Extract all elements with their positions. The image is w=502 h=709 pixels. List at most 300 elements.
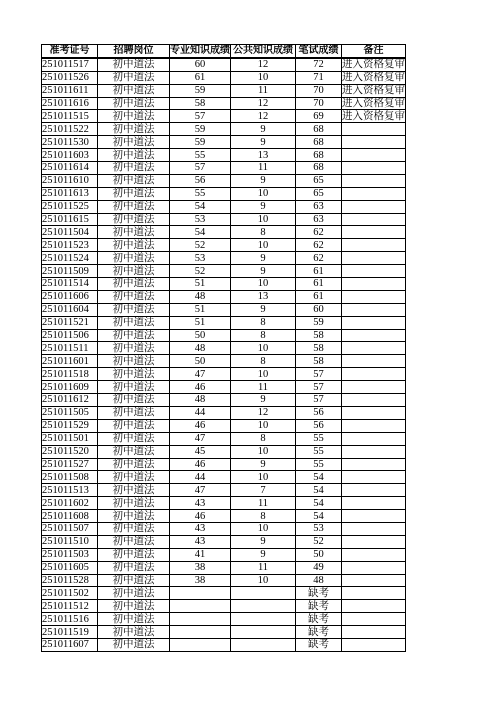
cell-exam-id: 251011510 — [42, 535, 98, 548]
cell-remarks — [342, 355, 406, 368]
cell-professional-score: 58 — [170, 97, 231, 110]
cell-remarks — [342, 510, 406, 523]
cell-exam-id: 251011505 — [42, 406, 98, 419]
cell-public-score: 9 — [231, 123, 296, 136]
cell-position: 初中道法 — [98, 110, 170, 123]
cell-professional-score — [170, 587, 231, 600]
cell-written-score: 55 — [296, 445, 342, 458]
cell-public-score — [231, 587, 296, 600]
cell-public-score: 8 — [231, 329, 296, 342]
cell-public-score: 10 — [231, 342, 296, 355]
cell-public-score: 10 — [231, 239, 296, 252]
cell-remarks — [342, 187, 406, 200]
cell-public-score — [231, 638, 296, 651]
table-row — [42, 394, 406, 407]
cell-professional-score: 45 — [170, 445, 231, 458]
cell-public-score: 9 — [231, 303, 296, 316]
cell-position: 初中道法 — [98, 381, 170, 394]
cell-professional-score — [170, 638, 231, 651]
table-row — [42, 174, 406, 187]
cell-public-score: 9 — [231, 535, 296, 548]
cell-position: 初中道法 — [98, 162, 170, 175]
cell-public-score: 9 — [231, 548, 296, 561]
cell-exam-id: 251011518 — [42, 368, 98, 381]
table-row — [42, 329, 406, 342]
cell-exam-id: 251011512 — [42, 600, 98, 613]
cell-remarks — [342, 638, 406, 651]
cell-written-score: 58 — [296, 329, 342, 342]
cell-remarks — [342, 316, 406, 329]
cell-professional-score: 59 — [170, 84, 231, 97]
cell-written-score: 缺考 — [296, 587, 342, 600]
cell-exam-id: 251011515 — [42, 110, 98, 123]
table-row — [42, 561, 406, 574]
cell-exam-id: 251011614 — [42, 162, 98, 175]
cell-remarks: 进入资格复审 — [342, 98, 405, 109]
table-row — [42, 110, 406, 123]
cell-written-score: 58 — [296, 342, 342, 355]
cell-written-score: 71 — [296, 71, 342, 84]
cell-exam-id: 251011520 — [42, 445, 98, 458]
cell-exam-id: 251011504 — [42, 226, 98, 239]
cell-public-score: 11 — [231, 84, 296, 97]
cell-public-score: 9 — [231, 252, 296, 265]
table-row — [42, 213, 406, 226]
table-row — [42, 97, 406, 110]
cell-written-score: 56 — [296, 406, 342, 419]
cell-exam-id: 251011521 — [42, 316, 98, 329]
cell-written-score: 62 — [296, 239, 342, 252]
table-row — [42, 252, 406, 265]
cell-written-score: 54 — [296, 471, 342, 484]
cell-public-score: 10 — [231, 445, 296, 458]
cell-professional-score: 43 — [170, 497, 231, 510]
cell-exam-id: 251011605 — [42, 561, 98, 574]
cell-position: 初中道法 — [98, 136, 170, 149]
cell-public-score: 8 — [231, 510, 296, 523]
cell-public-score: 9 — [231, 136, 296, 149]
cell-remarks — [342, 574, 406, 587]
cell-position: 初中道法 — [98, 497, 170, 510]
cell-exam-id: 251011607 — [42, 638, 98, 651]
cell-public-score — [231, 626, 296, 639]
cell-remarks — [342, 213, 406, 226]
cell-professional-score: 53 — [170, 252, 231, 265]
cell-written-score: 70 — [296, 97, 342, 110]
cell-exam-id: 251011502 — [42, 587, 98, 600]
cell-written-score: 68 — [296, 136, 342, 149]
cell-public-score: 10 — [231, 368, 296, 381]
cell-position: 初中道法 — [98, 342, 170, 355]
table-row — [42, 484, 406, 497]
cell-professional-score: 48 — [170, 342, 231, 355]
table-row — [42, 58, 406, 71]
cell-remarks — [342, 626, 406, 639]
cell-professional-score: 54 — [170, 226, 231, 239]
cell-exam-id: 251011529 — [42, 419, 98, 432]
cell-remarks — [342, 458, 406, 471]
header-written-score: 笔试成绩 — [296, 45, 342, 58]
cell-exam-id: 251011523 — [42, 239, 98, 252]
table-row — [42, 149, 406, 162]
cell-professional-score — [170, 626, 231, 639]
cell-professional-score: 51 — [170, 303, 231, 316]
cell-exam-id: 251011501 — [42, 432, 98, 445]
cell-remarks — [342, 162, 406, 175]
cell-written-score: 57 — [296, 394, 342, 407]
cell-position: 初中道法 — [98, 252, 170, 265]
cell-written-score: 68 — [296, 149, 342, 162]
cell-exam-id: 251011606 — [42, 290, 98, 303]
cell-exam-id: 251011506 — [42, 329, 98, 342]
cell-public-score: 8 — [231, 432, 296, 445]
cell-exam-id: 251011524 — [42, 252, 98, 265]
cell-remarks — [342, 239, 406, 252]
cell-public-score: 10 — [231, 187, 296, 200]
cell-exam-id: 251011616 — [42, 97, 98, 110]
cell-remarks — [342, 149, 406, 162]
cell-remarks — [342, 252, 406, 265]
cell-public-score: 9 — [231, 200, 296, 213]
cell-written-score: 55 — [296, 432, 342, 445]
cell-public-score: 12 — [231, 110, 296, 123]
cell-position: 初中道法 — [98, 58, 170, 71]
table-row — [42, 471, 406, 484]
cell-position: 初中道法 — [98, 265, 170, 278]
cell-position: 初中道法 — [98, 510, 170, 523]
cell-exam-id: 251011525 — [42, 200, 98, 213]
cell-remarks: 进入资格复审 — [342, 72, 405, 84]
table-row — [42, 626, 406, 639]
cell-public-score: 10 — [231, 522, 296, 535]
cell-public-score — [231, 613, 296, 626]
cell-position: 初中道法 — [98, 471, 170, 484]
cell-position: 初中道法 — [98, 548, 170, 561]
cell-professional-score: 55 — [170, 149, 231, 162]
table-row — [42, 265, 406, 278]
cell-professional-score: 56 — [170, 174, 231, 187]
table-row — [42, 574, 406, 587]
cell-written-score: 57 — [296, 381, 342, 394]
cell-remarks — [342, 136, 406, 149]
cell-remarks — [342, 342, 406, 355]
cell-position: 初中道法 — [98, 600, 170, 613]
cell-professional-score: 55 — [170, 187, 231, 200]
cell-written-score: 60 — [296, 303, 342, 316]
table-row — [42, 71, 406, 84]
cell-public-score: 11 — [231, 497, 296, 510]
cell-exam-id: 251011511 — [42, 342, 98, 355]
cell-exam-id: 251011615 — [42, 213, 98, 226]
cell-position: 初中道法 — [98, 406, 170, 419]
cell-professional-score — [170, 613, 231, 626]
table-row — [42, 548, 406, 561]
cell-exam-id: 251011509 — [42, 265, 98, 278]
cell-professional-score: 50 — [170, 355, 231, 368]
table-row — [42, 419, 406, 432]
cell-position: 初中道法 — [98, 290, 170, 303]
cell-remarks — [342, 613, 406, 626]
header-row — [42, 45, 406, 58]
cell-written-score: 63 — [296, 213, 342, 226]
cell-position: 初中道法 — [98, 561, 170, 574]
cell-professional-score: 51 — [170, 278, 231, 291]
cell-remarks — [342, 174, 406, 187]
cell-written-score: 缺考 — [296, 613, 342, 626]
cell-position: 初中道法 — [98, 316, 170, 329]
cell-public-score: 9 — [231, 394, 296, 407]
cell-written-score: 62 — [296, 252, 342, 265]
cell-professional-score: 46 — [170, 458, 231, 471]
cell-professional-score: 38 — [170, 574, 231, 587]
cell-remarks — [342, 535, 406, 548]
cell-remarks — [342, 290, 406, 303]
cell-professional-score: 48 — [170, 290, 231, 303]
table-row — [42, 239, 406, 252]
cell-exam-id: 251011602 — [42, 497, 98, 510]
cell-professional-score: 50 — [170, 329, 231, 342]
cell-position: 初中道法 — [98, 187, 170, 200]
cell-written-score: 61 — [296, 278, 342, 291]
cell-public-score: 13 — [231, 149, 296, 162]
cell-position: 初中道法 — [98, 71, 170, 84]
cell-public-score: 8 — [231, 226, 296, 239]
table-row — [42, 187, 406, 200]
cell-written-score: 48 — [296, 574, 342, 587]
cell-public-score: 10 — [231, 419, 296, 432]
cell-remarks — [342, 522, 406, 535]
table-row — [42, 316, 406, 329]
cell-exam-id: 251011609 — [42, 381, 98, 394]
table-row — [42, 510, 406, 523]
table-row — [42, 84, 406, 97]
cell-position: 初中道法 — [98, 394, 170, 407]
cell-position: 初中道法 — [98, 535, 170, 548]
cell-professional-score: 57 — [170, 162, 231, 175]
cell-public-score: 10 — [231, 574, 296, 587]
cell-written-score: 54 — [296, 484, 342, 497]
cell-written-score: 65 — [296, 174, 342, 187]
cell-written-score: 50 — [296, 548, 342, 561]
cell-exam-id: 251011613 — [42, 187, 98, 200]
cell-professional-score: 54 — [170, 200, 231, 213]
cell-public-score: 12 — [231, 97, 296, 110]
cell-exam-id: 251011611 — [42, 84, 98, 97]
cell-professional-score: 57 — [170, 110, 231, 123]
cell-professional-score: 41 — [170, 548, 231, 561]
table-row — [42, 406, 406, 419]
cell-professional-score: 52 — [170, 265, 231, 278]
cell-public-score: 9 — [231, 174, 296, 187]
cell-professional-score: 46 — [170, 419, 231, 432]
cell-exam-id: 251011528 — [42, 574, 98, 587]
cell-remarks — [342, 471, 406, 484]
score-table — [41, 44, 406, 652]
table-row — [42, 638, 406, 651]
cell-professional-score: 46 — [170, 510, 231, 523]
cell-position: 初中道法 — [98, 278, 170, 291]
cell-professional-score: 60 — [170, 58, 231, 71]
cell-written-score: 49 — [296, 561, 342, 574]
header-public-score: 公共知识成绩 — [231, 45, 296, 58]
cell-remarks — [342, 303, 406, 316]
cell-public-score: 7 — [231, 484, 296, 497]
cell-remarks — [342, 329, 406, 342]
cell-position: 初中道法 — [98, 213, 170, 226]
cell-exam-id: 251011503 — [42, 548, 98, 561]
cell-professional-score: 46 — [170, 381, 231, 394]
table-row — [42, 355, 406, 368]
cell-written-score: 61 — [296, 290, 342, 303]
cell-remarks — [342, 600, 406, 613]
table-row — [42, 342, 406, 355]
cell-remarks — [342, 265, 406, 278]
cell-written-score: 59 — [296, 316, 342, 329]
cell-remarks — [342, 226, 406, 239]
cell-exam-id: 251011608 — [42, 510, 98, 523]
table-row — [42, 432, 406, 445]
cell-professional-score: 43 — [170, 522, 231, 535]
cell-public-score: 10 — [231, 213, 296, 226]
table-row — [42, 368, 406, 381]
cell-remarks — [342, 445, 406, 458]
cell-remarks — [342, 497, 406, 510]
cell-remarks — [342, 368, 406, 381]
cell-public-score: 11 — [231, 381, 296, 394]
cell-position: 初中道法 — [98, 355, 170, 368]
cell-position: 初中道法 — [98, 149, 170, 162]
cell-public-score: 11 — [231, 162, 296, 175]
cell-public-score: 8 — [231, 316, 296, 329]
cell-professional-score: 48 — [170, 394, 231, 407]
cell-public-score: 10 — [231, 278, 296, 291]
cell-professional-score: 59 — [170, 123, 231, 136]
cell-written-score: 58 — [296, 355, 342, 368]
cell-exam-id: 251011601 — [42, 355, 98, 368]
cell-professional-score: 52 — [170, 239, 231, 252]
cell-position: 初中道法 — [98, 84, 170, 97]
table-row — [42, 290, 406, 303]
cell-exam-id: 251011612 — [42, 394, 98, 407]
table-row — [42, 162, 406, 175]
cell-position: 初中道法 — [98, 97, 170, 110]
cell-written-score: 52 — [296, 535, 342, 548]
cell-remarks — [342, 123, 406, 136]
cell-exam-id: 251011610 — [42, 174, 98, 187]
header-position: 招聘岗位 — [98, 45, 170, 58]
table-row — [42, 136, 406, 149]
cell-exam-id: 251011530 — [42, 136, 98, 149]
cell-written-score: 缺考 — [296, 600, 342, 613]
cell-position: 初中道法 — [98, 458, 170, 471]
cell-public-score: 11 — [231, 561, 296, 574]
cell-professional-score: 51 — [170, 316, 231, 329]
cell-written-score: 54 — [296, 510, 342, 523]
cell-public-score: 9 — [231, 265, 296, 278]
cell-position: 初中道法 — [98, 613, 170, 626]
cell-professional-score: 44 — [170, 406, 231, 419]
table-row — [42, 200, 406, 213]
cell-remarks — [342, 561, 406, 574]
cell-exam-id: 251011519 — [42, 626, 98, 639]
table-body — [42, 58, 406, 651]
table-row — [42, 458, 406, 471]
cell-position: 初中道法 — [98, 626, 170, 639]
table-row — [42, 535, 406, 548]
cell-position: 初中道法 — [98, 368, 170, 381]
cell-professional-score: 61 — [170, 71, 231, 84]
table-row — [42, 123, 406, 136]
cell-professional-score: 43 — [170, 535, 231, 548]
cell-exam-id: 251011526 — [42, 71, 98, 84]
cell-remarks — [342, 381, 406, 394]
header-exam-id: 准考证号 — [42, 45, 98, 58]
cell-public-score: 13 — [231, 290, 296, 303]
cell-position: 初中道法 — [98, 174, 170, 187]
cell-written-score: 54 — [296, 497, 342, 510]
cell-written-score: 70 — [296, 84, 342, 97]
cell-position: 初中道法 — [98, 638, 170, 651]
table-row — [42, 497, 406, 510]
cell-exam-id: 251011514 — [42, 278, 98, 291]
cell-written-score: 53 — [296, 522, 342, 535]
cell-public-score: 10 — [231, 71, 296, 84]
table-row — [42, 278, 406, 291]
cell-professional-score: 47 — [170, 432, 231, 445]
cell-remarks — [342, 200, 406, 213]
cell-position: 初中道法 — [98, 484, 170, 497]
cell-exam-id: 251011507 — [42, 522, 98, 535]
cell-written-score: 68 — [296, 162, 342, 175]
cell-remarks — [342, 587, 406, 600]
cell-remarks — [342, 432, 406, 445]
cell-remarks — [342, 406, 406, 419]
cell-public-score: 12 — [231, 58, 296, 71]
cell-written-score: 57 — [296, 368, 342, 381]
cell-exam-id: 251011603 — [42, 149, 98, 162]
cell-written-score: 56 — [296, 419, 342, 432]
cell-professional-score: 47 — [170, 368, 231, 381]
cell-position: 初中道法 — [98, 123, 170, 136]
cell-remarks: 进入资格复审 — [342, 59, 405, 71]
cell-position: 初中道法 — [98, 419, 170, 432]
cell-exam-id: 251011604 — [42, 303, 98, 316]
table-row — [42, 381, 406, 394]
header-remarks: 备注 — [342, 45, 406, 58]
cell-written-score: 缺考 — [296, 638, 342, 651]
cell-written-score: 缺考 — [296, 626, 342, 639]
cell-written-score: 65 — [296, 187, 342, 200]
cell-remarks: 进入资格复审 — [342, 110, 405, 122]
cell-public-score: 12 — [231, 406, 296, 419]
cell-exam-id: 251011516 — [42, 613, 98, 626]
cell-remarks — [342, 548, 406, 561]
cell-position: 初中道法 — [98, 200, 170, 213]
cell-exam-id: 251011527 — [42, 458, 98, 471]
cell-professional-score: 47 — [170, 484, 231, 497]
cell-position: 初中道法 — [98, 303, 170, 316]
cell-public-score: 9 — [231, 458, 296, 471]
cell-exam-id: 251011508 — [42, 471, 98, 484]
cell-position: 初中道法 — [98, 574, 170, 587]
cell-position: 初中道法 — [98, 329, 170, 342]
cell-professional-score: 53 — [170, 213, 231, 226]
table-row — [42, 600, 406, 613]
cell-exam-id: 251011513 — [42, 484, 98, 497]
cell-remarks — [342, 419, 406, 432]
cell-position: 初中道法 — [98, 239, 170, 252]
table-row — [42, 445, 406, 458]
